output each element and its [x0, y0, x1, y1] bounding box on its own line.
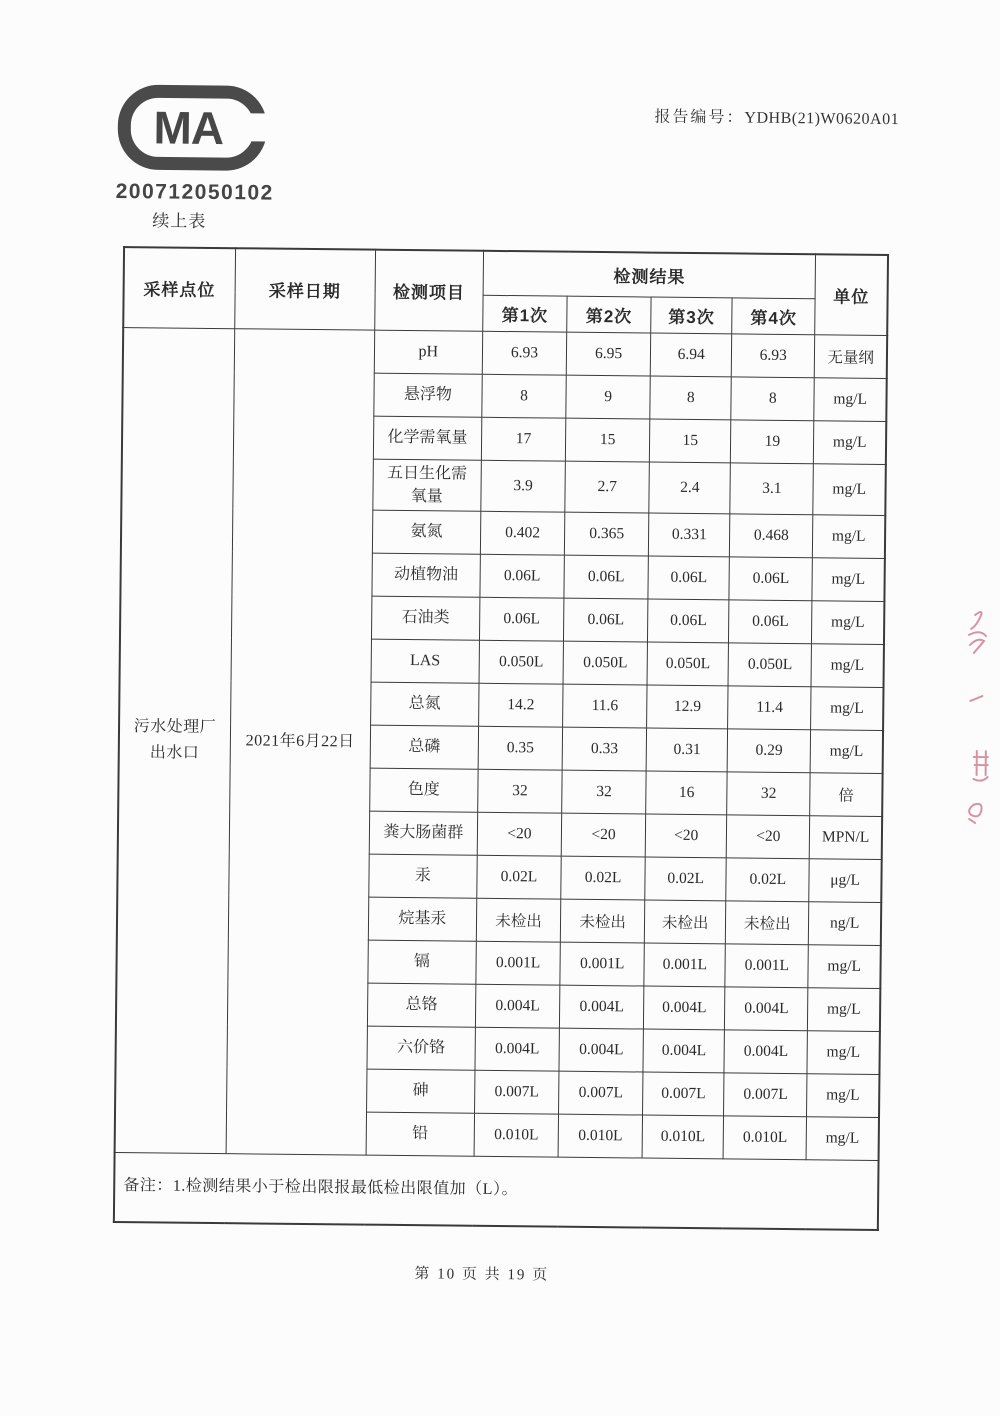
- unit-value: mg/L: [811, 644, 884, 688]
- result-value-run-1: 0.050L: [479, 640, 564, 684]
- test-item-name: 化学需氧量: [373, 416, 482, 460]
- result-value-run-1: 0.06L: [480, 554, 565, 598]
- result-value-run-3: 8: [650, 376, 732, 420]
- result-value-run-3: 0.004L: [644, 986, 726, 1030]
- test-item-name: 悬浮物: [374, 373, 483, 417]
- test-item-name: 砷: [366, 1069, 475, 1113]
- svg-text:MA: MA: [153, 101, 224, 155]
- result-value-run-4: 0.02L: [726, 858, 810, 902]
- unit-value: mg/L: [812, 558, 885, 602]
- result-value-run-4: 0.468: [730, 514, 814, 558]
- page-number: 第 10 页 共 19 页: [414, 1266, 550, 1284]
- result-value-run-3: 0.06L: [648, 599, 730, 643]
- unit-value: mg/L: [808, 945, 881, 989]
- result-value-run-3: 0.004L: [643, 1029, 725, 1073]
- result-value-run-1: 0.007L: [474, 1070, 559, 1114]
- result-value-run-3: 6.94: [650, 333, 732, 377]
- result-value-run-4: 11.4: [728, 686, 812, 730]
- result-value-run-2: 9: [566, 375, 651, 419]
- result-value-run-4: 未检出: [726, 901, 810, 945]
- header-run-3: 第3次: [651, 297, 732, 334]
- result-value-run-4: 0.004L: [725, 987, 809, 1031]
- test-item-name: 石油类: [371, 596, 480, 640]
- unit-value: mg/L: [810, 730, 883, 774]
- result-value-run-3: 0.007L: [643, 1072, 725, 1116]
- test-item-name: 六价铬: [367, 1026, 476, 1070]
- test-item-name: 铅: [366, 1112, 475, 1156]
- result-value-run-1: 0.004L: [475, 984, 560, 1028]
- result-value-run-2: 0.004L: [559, 985, 644, 1029]
- test-item-name: pH: [374, 330, 483, 374]
- result-value-run-1: 3.9: [481, 460, 566, 512]
- unit-value: mg/L: [814, 420, 887, 464]
- header-run-4: 第4次: [732, 297, 815, 334]
- cma-certification-mark: [116, 82, 275, 206]
- result-value-run-3: 0.331: [649, 513, 731, 557]
- header-test-result: 检测结果: [483, 251, 816, 298]
- result-value-run-4: 32: [727, 772, 811, 816]
- result-value-run-2: 0.007L: [559, 1071, 644, 1115]
- result-value-run-4: 19: [731, 419, 815, 463]
- result-value-run-1: 未检出: [476, 898, 561, 942]
- result-value-run-3: 0.31: [646, 728, 728, 772]
- test-item-name: 色度: [369, 768, 478, 812]
- unit-value: mg/L: [808, 988, 881, 1032]
- unit-value: mg/L: [811, 687, 884, 731]
- table-note-row: [114, 1152, 879, 1229]
- result-value-run-2: 0.004L: [559, 1028, 644, 1072]
- result-value-run-2: 未检出: [560, 899, 645, 943]
- result-value-run-1: 0.02L: [477, 855, 562, 899]
- header-run-2: 第2次: [567, 296, 651, 333]
- unit-value: mg/L: [814, 377, 887, 421]
- test-item-name: 总氮: [370, 682, 479, 726]
- result-value-run-2: 0.050L: [563, 641, 648, 685]
- result-value-run-2: 0.06L: [564, 598, 649, 642]
- result-value-run-4: 0.007L: [724, 1073, 808, 1117]
- result-value-run-3: 12.9: [647, 685, 729, 729]
- result-value-run-2: 32: [562, 770, 647, 814]
- cma-logo-icon: [116, 82, 269, 174]
- result-value-run-3: 未检出: [644, 900, 726, 944]
- result-value-run-3: 0.050L: [647, 642, 729, 686]
- test-item-name: LAS: [371, 639, 480, 683]
- result-value-run-1: 32: [478, 769, 563, 813]
- unit-value: MPN/L: [810, 816, 883, 860]
- report-number-line: [654, 104, 899, 130]
- result-value-run-2: 0.365: [564, 512, 649, 556]
- result-value-run-2: 15: [565, 418, 650, 462]
- report-number-value: YDHB(21)W0620A01: [744, 109, 900, 129]
- result-value-run-1: 0.001L: [476, 941, 561, 985]
- result-value-run-4: 0.010L: [723, 1116, 807, 1160]
- result-value-run-4: 0.06L: [729, 600, 813, 644]
- header-sampling-point: 采样点位: [123, 247, 235, 328]
- table-note: 备注：1.检测结果小于检出限报最低检出限值加（L）。: [114, 1152, 879, 1229]
- test-item-name: 汞: [369, 854, 478, 898]
- result-value-run-4: <20: [726, 815, 810, 859]
- result-value-run-2: <20: [561, 813, 646, 857]
- unit-value: ng/L: [809, 902, 882, 946]
- result-value-run-2: 2.7: [565, 461, 650, 513]
- test-item-name: 镉: [368, 940, 477, 984]
- test-item-name: 五日生化需 氧量: [373, 459, 482, 512]
- result-value-run-2: 0.33: [562, 727, 647, 771]
- table-row: [123, 327, 887, 378]
- unit-value: mg/L: [807, 1031, 880, 1075]
- result-value-run-4: 3.1: [730, 462, 814, 514]
- unit-value: μg/L: [809, 859, 882, 903]
- result-value-run-3: 0.001L: [644, 943, 726, 987]
- test-results-table: [113, 246, 889, 1231]
- report-number-label: 报告编号：: [654, 108, 745, 127]
- result-value-run-1: 0.402: [480, 511, 565, 555]
- test-item-name: 粪大肠菌群: [369, 811, 478, 855]
- result-value-run-1: 14.2: [479, 683, 564, 727]
- header-run-1: 第1次: [483, 295, 567, 332]
- result-value-run-1: <20: [477, 812, 562, 856]
- header-sampling-date: 采样日期: [234, 248, 375, 329]
- result-value-run-4: 0.001L: [725, 944, 809, 988]
- table-continuation-label: 续上表: [152, 211, 207, 231]
- result-value-run-2: 11.6: [563, 684, 648, 728]
- result-value-run-4: 6.93: [732, 333, 816, 377]
- result-value-run-1: 0.35: [478, 726, 563, 770]
- unit-value: mg/L: [806, 1117, 879, 1161]
- unit-value: mg/L: [813, 463, 886, 515]
- result-value-run-1: 0.004L: [475, 1027, 560, 1071]
- unit-value: mg/L: [813, 515, 886, 559]
- unit-value: 倍: [810, 773, 883, 817]
- test-item-name: 动植物油: [372, 553, 481, 597]
- result-value-run-4: 0.29: [727, 729, 811, 773]
- result-value-run-1: 0.06L: [479, 597, 564, 641]
- unit-value: 无量纲: [815, 334, 888, 378]
- result-value-run-3: <20: [645, 814, 727, 858]
- result-value-run-1: 8: [482, 374, 567, 418]
- result-value-run-4: 0.004L: [724, 1030, 808, 1074]
- test-item-name: 总磷: [370, 725, 479, 769]
- cma-cert-number: 200712050102: [115, 179, 274, 205]
- result-value-run-3: 16: [646, 771, 728, 815]
- unit-value: mg/L: [812, 601, 885, 645]
- header-unit: 单位: [815, 254, 888, 335]
- result-value-run-3: 0.010L: [642, 1115, 724, 1159]
- result-value-run-4: 8: [731, 376, 815, 420]
- handwritten-red-marks-icon: [943, 601, 1000, 832]
- result-value-run-4: 0.06L: [729, 557, 813, 601]
- result-value-run-3: 0.02L: [645, 857, 727, 901]
- result-value-run-3: 2.4: [649, 462, 731, 514]
- test-item-name: 烷基汞: [368, 897, 477, 941]
- result-value-run-3: 15: [650, 419, 732, 463]
- test-item-name: 氨氮: [372, 510, 481, 554]
- sampling-date-value: 2021年6月22日: [226, 328, 375, 1155]
- result-value-run-1: 0.010L: [474, 1113, 559, 1157]
- result-value-run-2: 0.001L: [560, 942, 645, 986]
- result-value-run-2: 6.95: [566, 332, 651, 376]
- result-value-run-1: 17: [481, 417, 566, 461]
- result-value-run-2: 0.02L: [561, 856, 646, 900]
- unit-value: mg/L: [807, 1074, 880, 1118]
- result-value-run-2: 0.06L: [564, 555, 649, 599]
- sampling-point-value: 污水处理厂 出水口: [115, 327, 235, 1153]
- result-value-run-2: 0.010L: [558, 1114, 643, 1158]
- result-value-run-4: 0.050L: [728, 643, 812, 687]
- header-test-item: 检测项目: [375, 250, 484, 331]
- result-value-run-3: 0.06L: [648, 556, 730, 600]
- test-item-name: 总铬: [367, 983, 476, 1027]
- result-value-run-1: 6.93: [482, 331, 567, 375]
